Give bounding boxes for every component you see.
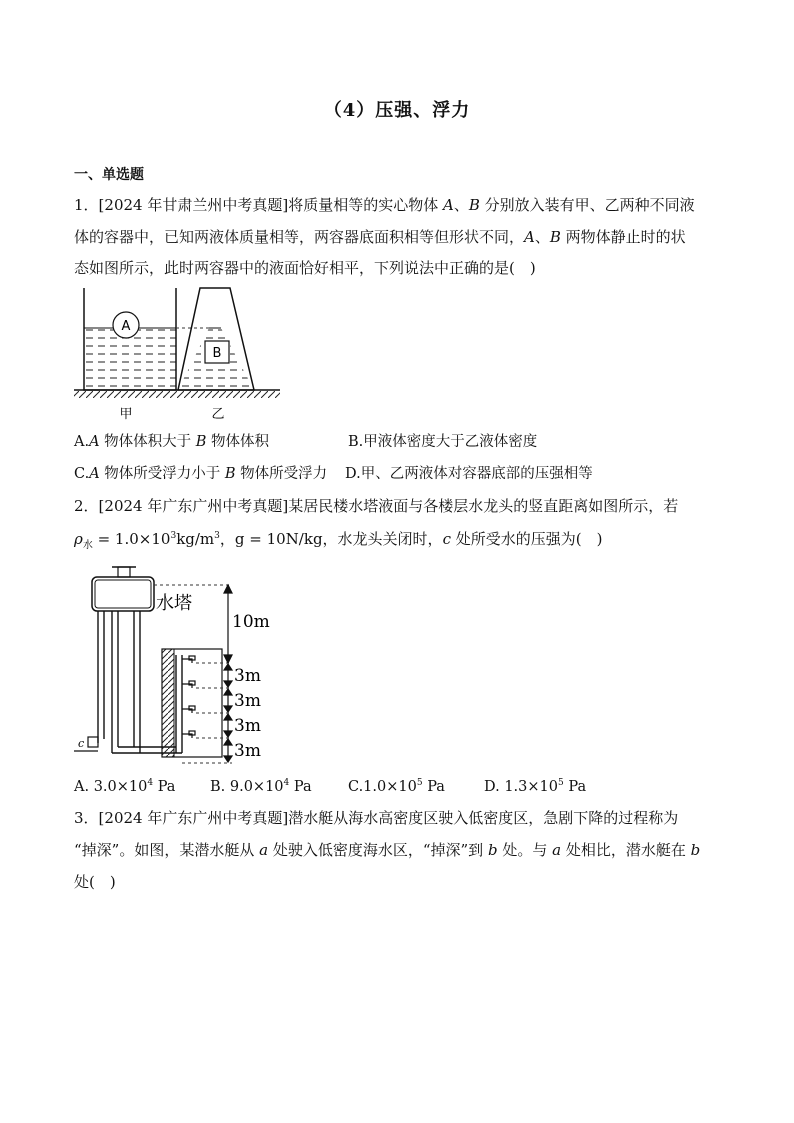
label-3m-1: 3m <box>234 666 261 686</box>
q2-stem-line-1: 2．[2024 年广东广州中考真题]某居民楼水塔液面与各楼层水龙头的竖直距离如图所示，若 <box>74 497 679 515</box>
q2-option-d[interactable]: D. $1.3\times 10^5$ Pa <box>484 778 587 795</box>
label-water-tower: 水塔 <box>156 593 192 614</box>
label-B: B <box>212 346 222 361</box>
page-title: （4）压强、浮力 <box>323 100 471 121</box>
section-heading: 一、单选题 <box>74 167 144 183</box>
q3-stem-line-1: 3．[2024 年广东广州中考真题]潜水艇从海水高密度区驶入低密度区，急剧下降的过程称为 <box>74 809 679 827</box>
label-3m-3: 3m <box>234 716 261 736</box>
label-c: c <box>78 737 85 750</box>
label-jia: 甲 <box>119 407 133 422</box>
q3-stem-line-2: “掉深”。如图，某潜水艇从 a 处驶入低密度海水区，“掉深”到 b 处。与 a 处相比，潜水艇在 b <box>74 841 701 859</box>
q1-stem-line-3: 态如图所示，此时两容器中的液面恰好相平，下列说法中正确的是( ) <box>74 259 536 277</box>
q1-containers-figure <box>72 286 282 426</box>
q1-option-d[interactable]: D.甲、乙两液体对容器底部的压强相等 <box>345 466 593 482</box>
q1-option-c[interactable]: C.A 物体所受浮力小于 B 物体所受浮力 <box>74 466 328 482</box>
q1-stem-line-2: 体的容器中，已知两液体质量相等，两容器底面积相等但形状不同，A、B 两物体静止时的状 <box>74 228 686 246</box>
q1-stem-line-1: 1．[2024 年甘肃兰州中考真题]将质量相等的实心物体 A、B 分别放入装有甲、乙两种不同液 <box>74 196 695 214</box>
q2-water-tower-figure <box>72 563 322 768</box>
label-3m-4: 3m <box>234 741 261 761</box>
q2-stem-line-2: $\rho_水 = 1.0\times 10^3kg/m^3$，g = 10N/kg，水龙头关闭时，c 处所受水的压强为( ) <box>74 530 603 551</box>
label-A: A <box>121 319 131 334</box>
label-yi: 乙 <box>211 407 225 422</box>
label-3m-2: 3m <box>234 691 261 711</box>
q2-option-b[interactable]: B. $9.0\times 10^4$ Pa <box>210 778 312 795</box>
q1-option-a[interactable]: A.A 物体体积大于 B 物体体积 <box>74 434 270 450</box>
q2-option-c[interactable]: $C.1.0\times 10^5$ Pa <box>348 778 445 795</box>
label-10m: 10m <box>232 612 270 632</box>
q3-stem-line-3: 处( ) <box>74 873 116 891</box>
q2-option-a[interactable]: A. $3.0\times 10^4$ Pa <box>74 778 176 795</box>
q1-option-b[interactable]: B.甲液体密度大于乙液体密度 <box>348 434 538 450</box>
